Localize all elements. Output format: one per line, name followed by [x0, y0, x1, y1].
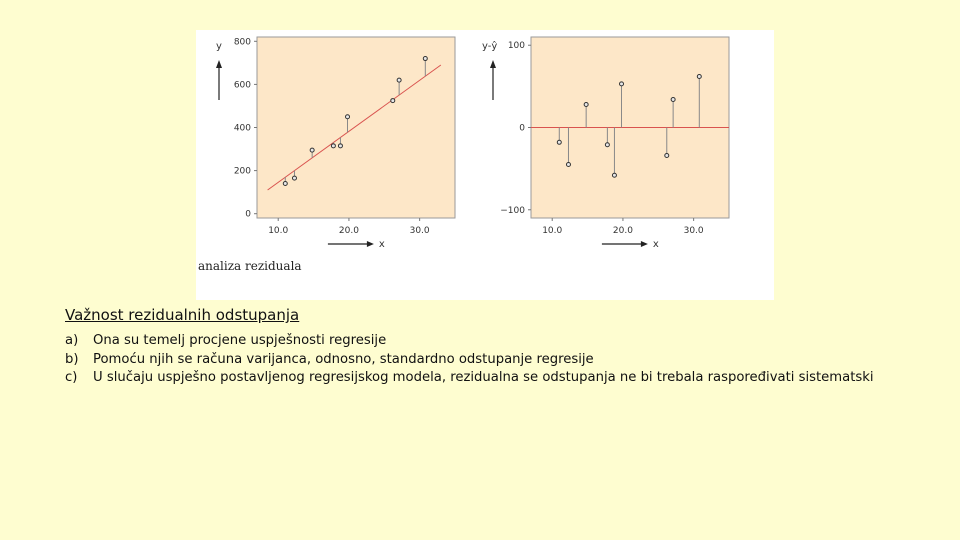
chart2-x-axis-label: x [652, 239, 659, 250]
chart1-x-tick-label: 30.0 [409, 226, 430, 236]
chart2-x-tick-label: 10.0 [542, 226, 563, 236]
chart1-x-tick-label: 10.0 [268, 226, 289, 236]
chart1-x-axis-label: x [378, 239, 385, 250]
item-marker: b) [65, 351, 79, 367]
item-text: Pomoću njih se računa varijanca, odnosno, standardno odstupanje regresije [93, 351, 594, 367]
item-text: Ona su temelj procjene uspješnosti regresije [93, 333, 387, 348]
chart2-data-point [697, 74, 701, 78]
item-marker: c) [65, 370, 78, 385]
chart1-data-point [292, 176, 296, 180]
points-list [65, 332, 874, 388]
chart1-y-tick-label: 200 [233, 166, 251, 177]
chart2-data-point [557, 140, 561, 144]
chart2-y-axis-label: y-ŷ [482, 41, 498, 52]
chart2-y-tick-label: −100 [500, 205, 525, 216]
chart1-data-point [310, 148, 314, 152]
figure-caption: analiza reziduala [198, 259, 302, 273]
chart2-y-tick-label: 100 [507, 41, 525, 52]
section-title: Važnost rezidualnih odstupanja [65, 306, 300, 324]
chart2-x-axis-arrowhead [641, 241, 648, 247]
item-marker: a) [65, 333, 79, 348]
chart1-y-tick-label: 400 [233, 123, 251, 134]
chart2-data-point [612, 173, 616, 177]
chart2-data-point [566, 163, 570, 167]
item-text: U slučaju uspješno postavljenog regresijskog modela, rezidualna se odstupanja ne bi trebala raspoređivati sistematski [93, 370, 874, 385]
chart1-y-axis-label: y [216, 41, 222, 52]
chart1-data-point [391, 99, 395, 103]
residual-analysis-figure [196, 30, 774, 300]
chart1-x-tick-label: 20.0 [338, 226, 359, 236]
charts-canvas [196, 30, 774, 260]
chart1-data-point [338, 144, 342, 148]
list-item [65, 369, 874, 388]
chart2-y-tick-label: 0 [519, 123, 525, 134]
chart1-y-axis-arrowhead [216, 60, 222, 68]
chart1-x-axis-arrowhead [367, 241, 374, 247]
chart2-data-point [671, 98, 675, 102]
chart1-data-point [346, 115, 350, 119]
chart2-data-point [584, 102, 588, 106]
chart1-data-point [397, 78, 401, 82]
chart2-x-tick-label: 20.0 [612, 226, 633, 236]
chart2-data-point [665, 153, 669, 157]
chart1-data-point [423, 57, 427, 61]
chart2-data-point [620, 82, 624, 86]
chart1-y-tick-label: 800 [233, 37, 251, 48]
list-item [65, 332, 874, 351]
chart2-y-axis-arrowhead [490, 60, 496, 68]
chart1-data-point [331, 144, 335, 148]
chart2-data-point [605, 143, 609, 147]
chart1-y-tick-label: 600 [233, 80, 251, 91]
chart1-y-tick-label: 0 [245, 209, 251, 220]
chart1-data-point [283, 182, 287, 186]
chart2-x-tick-label: 30.0 [683, 226, 704, 236]
list-item [65, 351, 874, 370]
